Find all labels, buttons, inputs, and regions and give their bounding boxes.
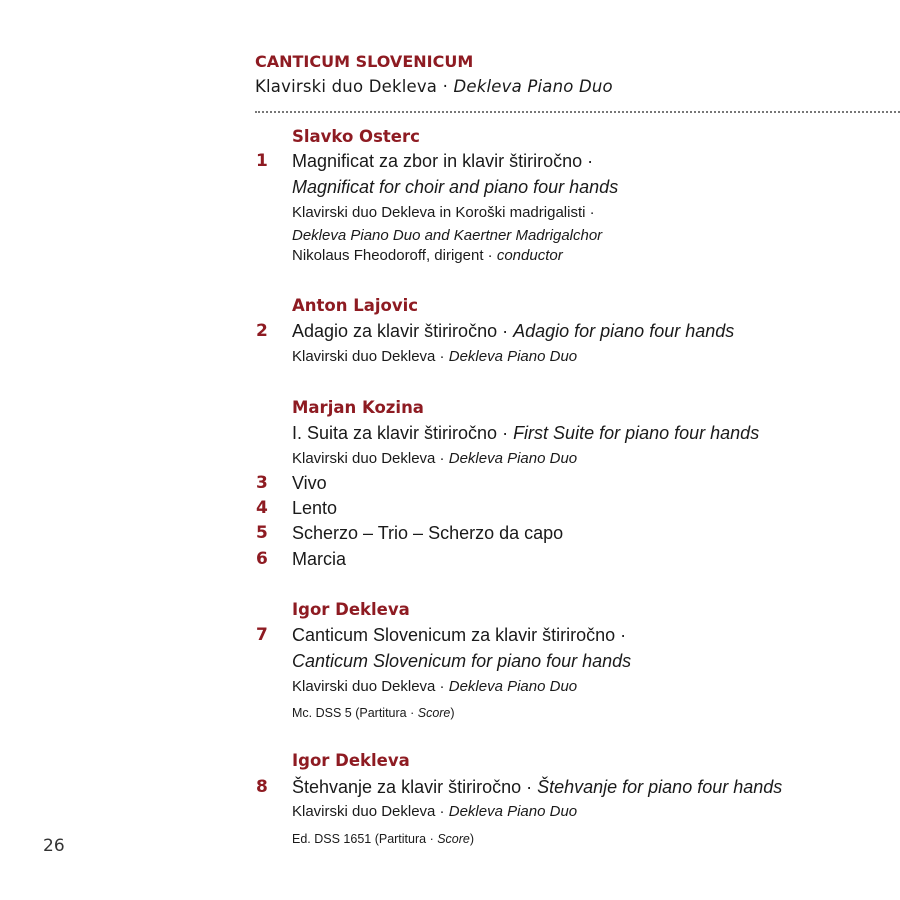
track-number: 4 (256, 498, 268, 518)
performers-en: Dekleva Piano Duo and Kaertner Madrigalchor (292, 227, 603, 244)
page-number: 26 (43, 836, 65, 856)
composer-name: Igor Dekleva (292, 751, 410, 770)
dotted-divider (255, 111, 900, 113)
performers: Klavirski duo Dekleva · Dekleva Piano Duo (292, 803, 578, 820)
work-title: Adagio za klavir štiriročno · Adagio for piano four hands (292, 321, 735, 341)
performers: Klavirski duo Dekleva · Dekleva Piano Duo (292, 678, 578, 695)
composer-name: Anton Lajovic (292, 296, 419, 315)
track-number: 2 (256, 321, 268, 341)
movement-title: Scherzo – Trio – Scherzo da capo (292, 523, 564, 543)
track-number: 3 (256, 473, 268, 493)
edition: Mc. DSS 5 (Partitura · Score) (292, 706, 455, 720)
performers: Klavirski duo Dekleva · Dekleva Piano Duo (292, 348, 578, 365)
movement-title: Marcia (292, 549, 347, 569)
work-title-sl: Magnificat za zbor in klavir štiriročno · (292, 151, 594, 171)
work-title-en: Magnificat for choir and piano four hands (292, 177, 619, 197)
track-number: 7 (256, 625, 268, 645)
movement-title: Vivo (292, 473, 327, 493)
track-number: 5 (256, 523, 268, 543)
subtitle-sl: Klavirski duo Dekleva (255, 77, 438, 96)
subtitle-en: Dekleva Piano Duo (453, 77, 613, 96)
movement-title: Lento (292, 498, 338, 518)
edition: Ed. DSS 1651 (Partitura · Score) (292, 832, 475, 846)
work-title: Štehvanje za klavir štiriročno · Štehvanje for piano four hands (292, 777, 783, 797)
composer-name: Slavko Osterc (292, 127, 420, 146)
work-title-sl: Canticum Slovenicum za klavir štiriročno · (292, 625, 627, 645)
track-number: 6 (256, 549, 268, 569)
track-number: 1 (256, 151, 268, 171)
track-number: 8 (256, 777, 268, 797)
conductor: Nikolaus Fheodoroff, dirigent · conductor (292, 247, 563, 264)
composer-name: Marjan Kozina (292, 398, 424, 417)
album-subtitle: Klavirski duo Dekleva · Dekleva Piano Duo (255, 77, 613, 96)
album-title: CANTICUM SLOVENICUM (255, 52, 474, 71)
work-title: I. Suita za klavir štiriročno · First Suite for piano four hands (292, 423, 760, 443)
performers: Klavirski duo Dekleva · Dekleva Piano Duo (292, 450, 578, 467)
performers-sl: Klavirski duo Dekleva in Koroški madrigalisti · (292, 204, 595, 221)
composer-name: Igor Dekleva (292, 600, 410, 619)
work-title-en: Canticum Slovenicum for piano four hands (292, 651, 632, 671)
